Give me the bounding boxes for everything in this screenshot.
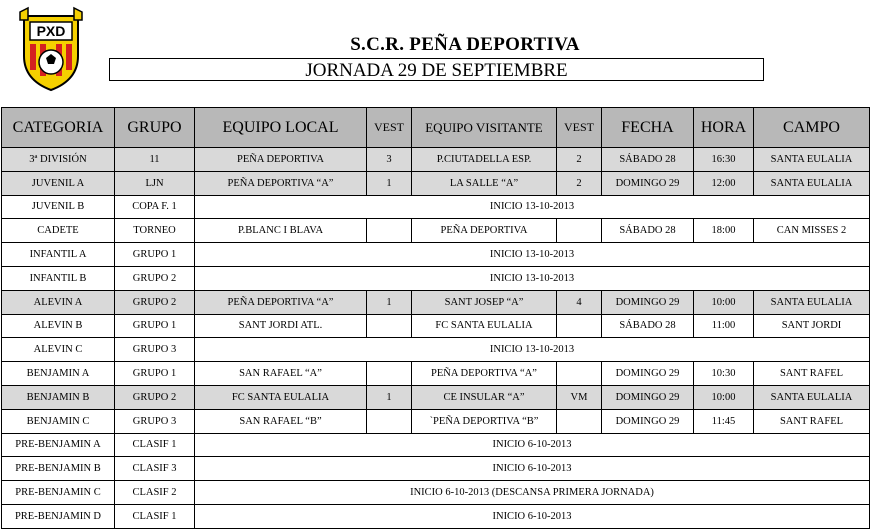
cell-equipo-local: SAN RAFAEL “A” bbox=[195, 362, 367, 386]
table-row bbox=[2, 219, 870, 243]
table-row bbox=[2, 481, 870, 505]
cell-grupo: CLASIF 2 bbox=[115, 481, 195, 505]
table-row bbox=[2, 409, 870, 433]
table-row bbox=[2, 266, 870, 290]
cell-vest-visitante: VM bbox=[557, 385, 602, 409]
cell-inicio-note: INICIO 6-10-2013 (DESCANSA PRIMERA JORNADA) bbox=[195, 481, 870, 505]
matchday-subtitle: JORNADA 29 DE SEPTIEMBRE bbox=[109, 58, 764, 81]
cell-fecha: DOMINGO 29 bbox=[602, 409, 694, 433]
header-categoria: CATEGORIA bbox=[2, 108, 115, 148]
header-fecha: FECHA bbox=[602, 108, 694, 148]
cell-equipo-local: PEÑA DEPORTIVA bbox=[195, 148, 367, 172]
cell-vest-visitante bbox=[557, 362, 602, 386]
cell-hora: 10:30 bbox=[694, 362, 754, 386]
cell-vest-visitante bbox=[557, 314, 602, 338]
table-row bbox=[2, 362, 870, 386]
cell-grupo: GRUPO 2 bbox=[115, 290, 195, 314]
cell-categoria: ALEVIN B bbox=[2, 314, 115, 338]
cell-fecha: DOMINGO 29 bbox=[602, 385, 694, 409]
cell-vest-local: 3 bbox=[367, 148, 412, 172]
table-row bbox=[2, 195, 870, 219]
table-row bbox=[2, 457, 870, 481]
cell-fecha: SÁBADO 28 bbox=[602, 148, 694, 172]
schedule-table bbox=[1, 107, 870, 529]
cell-categoria: BENJAMIN A bbox=[2, 362, 115, 386]
cell-grupo: 11 bbox=[115, 148, 195, 172]
cell-categoria: CADETE bbox=[2, 219, 115, 243]
cell-hora: 10:00 bbox=[694, 290, 754, 314]
cell-categoria: JUVENIL A bbox=[2, 171, 115, 195]
cell-inicio-note: INICIO 13-10-2013 bbox=[195, 195, 870, 219]
cell-categoria: PRE-BENJAMIN D bbox=[2, 504, 115, 528]
table-row bbox=[2, 243, 870, 267]
cell-equipo-visitante: P.CIUTADELLA ESP. bbox=[412, 148, 557, 172]
cell-grupo: TORNEO bbox=[115, 219, 195, 243]
table-row bbox=[2, 290, 870, 314]
cell-vest-local bbox=[367, 362, 412, 386]
cell-grupo: GRUPO 1 bbox=[115, 314, 195, 338]
cell-vest-local bbox=[367, 409, 412, 433]
cell-grupo: GRUPO 2 bbox=[115, 266, 195, 290]
cell-categoria: PRE-BENJAMIN B bbox=[2, 457, 115, 481]
cell-equipo-local: SANT JORDI ATL. bbox=[195, 314, 367, 338]
cell-equipo-visitante: LA SALLE “A” bbox=[412, 171, 557, 195]
cell-inicio-note: INICIO 13-10-2013 bbox=[195, 266, 870, 290]
cell-inicio-note: INICIO 13-10-2013 bbox=[195, 243, 870, 267]
cell-grupo: CLASIF 1 bbox=[115, 433, 195, 457]
cell-equipo-local: PEÑA DEPORTIVA “A” bbox=[195, 290, 367, 314]
cell-hora: 11:45 bbox=[694, 409, 754, 433]
table-row bbox=[2, 338, 870, 362]
cell-fecha: DOMINGO 29 bbox=[602, 362, 694, 386]
cell-vest-visitante: 4 bbox=[557, 290, 602, 314]
table-row bbox=[2, 148, 870, 172]
cell-equipo-visitante: `PEÑA DEPORTIVA “B” bbox=[412, 409, 557, 433]
cell-grupo: GRUPO 3 bbox=[115, 338, 195, 362]
cell-equipo-visitante: CE INSULAR “A” bbox=[412, 385, 557, 409]
cell-fecha: DOMINGO 29 bbox=[602, 290, 694, 314]
cell-categoria: 3ª DIVISIÓN bbox=[2, 148, 115, 172]
cell-categoria: PRE-BENJAMIN C bbox=[2, 481, 115, 505]
cell-vest-local: 1 bbox=[367, 385, 412, 409]
cell-fecha: SÁBADO 28 bbox=[602, 314, 694, 338]
cell-categoria: INFANTIL B bbox=[2, 266, 115, 290]
cell-vest-local bbox=[367, 219, 412, 243]
cell-equipo-local: PEÑA DEPORTIVA “A” bbox=[195, 171, 367, 195]
header-vest-visitante: VEST bbox=[557, 108, 602, 148]
cell-campo: SANT RAFEL bbox=[754, 409, 870, 433]
cell-equipo-visitante: FC SANTA EULALIA bbox=[412, 314, 557, 338]
cell-grupo: CLASIF 3 bbox=[115, 457, 195, 481]
header-vest-local: VEST bbox=[367, 108, 412, 148]
cell-inicio-note: INICIO 6-10-2013 bbox=[195, 433, 870, 457]
cell-grupo: GRUPO 1 bbox=[115, 362, 195, 386]
cell-equipo-visitante: PEÑA DEPORTIVA bbox=[412, 219, 557, 243]
cell-vest-visitante: 2 bbox=[557, 171, 602, 195]
cell-hora: 11:00 bbox=[694, 314, 754, 338]
table-row bbox=[2, 433, 870, 457]
cell-equipo-local: SAN RAFAEL “B” bbox=[195, 409, 367, 433]
cell-hora: 16:30 bbox=[694, 148, 754, 172]
table-row bbox=[2, 171, 870, 195]
cell-categoria: JUVENIL B bbox=[2, 195, 115, 219]
table-row bbox=[2, 504, 870, 528]
cell-inicio-note: INICIO 13-10-2013 bbox=[195, 338, 870, 362]
cell-grupo: CLASIF 1 bbox=[115, 504, 195, 528]
cell-categoria: ALEVIN C bbox=[2, 338, 115, 362]
header-hora: HORA bbox=[694, 108, 754, 148]
table-row bbox=[2, 314, 870, 338]
header-equipo-visitante: EQUIPO VISITANTE bbox=[412, 108, 557, 148]
cell-fecha: SÁBADO 28 bbox=[602, 219, 694, 243]
cell-inicio-note: INICIO 6-10-2013 bbox=[195, 504, 870, 528]
table-header-row bbox=[2, 108, 870, 148]
cell-hora: 12:00 bbox=[694, 171, 754, 195]
logo-text: PXD bbox=[36, 23, 66, 39]
cell-vest-visitante bbox=[557, 219, 602, 243]
cell-vest-visitante: 2 bbox=[557, 148, 602, 172]
cell-categoria: PRE-BENJAMIN A bbox=[2, 433, 115, 457]
page-title: S.C.R. PEÑA DEPORTIVA bbox=[350, 34, 580, 55]
cell-inicio-note: INICIO 6-10-2013 bbox=[195, 457, 870, 481]
cell-vest-visitante bbox=[557, 409, 602, 433]
header-equipo-local: EQUIPO LOCAL bbox=[195, 108, 367, 148]
header-campo: CAMPO bbox=[754, 108, 870, 148]
cell-vest-local: 1 bbox=[367, 171, 412, 195]
cell-equipo-local: FC SANTA EULALIA bbox=[195, 385, 367, 409]
cell-campo: CAN MISSES 2 bbox=[754, 219, 870, 243]
cell-vest-local: 1 bbox=[367, 290, 412, 314]
cell-campo: SANTA EULALIA bbox=[754, 385, 870, 409]
cell-categoria: BENJAMIN B bbox=[2, 385, 115, 409]
cell-campo: SANTA EULALIA bbox=[754, 171, 870, 195]
cell-fecha: DOMINGO 29 bbox=[602, 171, 694, 195]
cell-equipo-visitante: SANT JOSEP “A” bbox=[412, 290, 557, 314]
cell-categoria: BENJAMIN C bbox=[2, 409, 115, 433]
cell-vest-local bbox=[367, 314, 412, 338]
cell-campo: SANT JORDI bbox=[754, 314, 870, 338]
header-grupo: GRUPO bbox=[115, 108, 195, 148]
cell-grupo: GRUPO 1 bbox=[115, 243, 195, 267]
cell-hora: 10:00 bbox=[694, 385, 754, 409]
cell-campo: SANT RAFEL bbox=[754, 362, 870, 386]
cell-campo: SANTA EULALIA bbox=[754, 148, 870, 172]
cell-hora: 18:00 bbox=[694, 219, 754, 243]
cell-grupo: LJN bbox=[115, 171, 195, 195]
cell-equipo-local: P.BLANC I BLAVA bbox=[195, 219, 367, 243]
cell-categoria: ALEVIN A bbox=[2, 290, 115, 314]
cell-grupo: GRUPO 2 bbox=[115, 385, 195, 409]
cell-categoria: INFANTIL A bbox=[2, 243, 115, 267]
cell-grupo: GRUPO 3 bbox=[115, 409, 195, 433]
table-row bbox=[2, 385, 870, 409]
cell-campo: SANTA EULALIA bbox=[754, 290, 870, 314]
cell-equipo-visitante: PEÑA DEPORTIVA “A” bbox=[412, 362, 557, 386]
club-crest-logo bbox=[18, 6, 84, 92]
table-body bbox=[2, 148, 870, 529]
cell-grupo: COPA F. 1 bbox=[115, 195, 195, 219]
